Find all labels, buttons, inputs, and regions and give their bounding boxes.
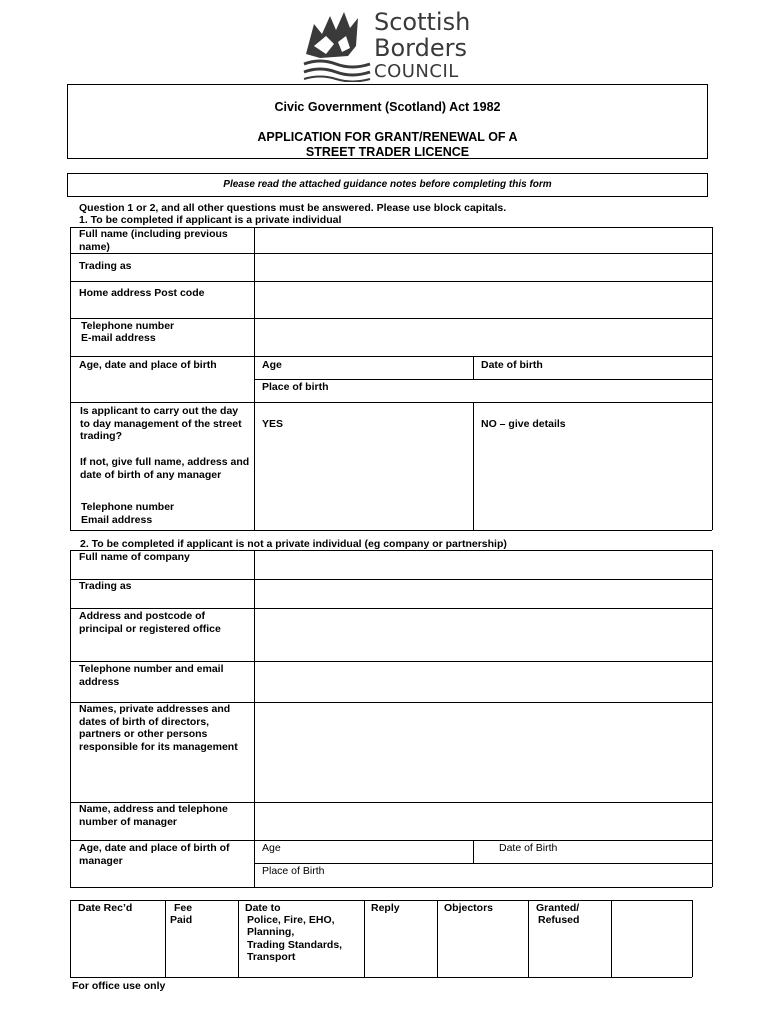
council-logo [300,6,490,82]
form-title-line2: STREET TRADER LICENCE [305,145,470,159]
section1-heading: 1. To be completed if applicant is a private individual [79,214,342,226]
manager-age-cell[interactable]: Age [262,842,281,854]
company-name-label: Full name of company [79,551,190,563]
logo-line3: COUNCIL [374,61,459,82]
directors-label: Names, private addresses and dates of birth of directors, partners or other persons responsible for its management [79,703,238,753]
office-use-footer: For office use only [72,980,166,992]
fee-header: Fee [174,902,193,914]
reply-header: Reply [371,902,400,914]
trading-as-field[interactable] [255,254,711,281]
form-title-line1: APPLICATION FOR GRANT/RENEWAL OF A [257,130,518,144]
company-trading-as-field[interactable] [255,580,711,608]
no-option[interactable]: NO – give details [481,418,566,430]
refused-header: Refused [538,914,580,926]
date-to-item-1: Police, Fire, EHO, [247,914,335,926]
granted-header: Granted/ [536,902,580,914]
office-address-label: Address and postcode of principal or registered office [79,610,221,635]
trading-as-label: Trading as [79,260,132,272]
manager-age-label: Age, date and place of birth of manager [79,842,230,867]
section2-heading: 2. To be completed if applicant is not a private individual (eg company or partnership) [80,538,507,550]
date-to-header: Date to [245,902,281,914]
home-address-field[interactable] [255,282,711,318]
manager-details-field[interactable] [255,803,711,840]
age-birth-label: Age, date and place of birth [79,359,217,371]
telephone2-label: Telephone number [81,501,175,513]
company-trading-as-label: Trading as [79,580,132,592]
manager-dob-cell[interactable]: Date of Birth [499,842,558,854]
directors-field[interactable] [255,703,711,802]
manager-question: If not, give full name, address and date of birth of any manager [80,456,250,481]
telephone-email-field[interactable] [255,319,711,356]
management-question: Is applicant to carry out the day to day management of the street trading? [80,405,242,442]
title-box [67,84,708,159]
act-title: Civic Government (Scotland) Act 1982 [274,100,501,114]
pob-label[interactable]: Place of birth [262,381,329,393]
full-name-label: Full name (including previous name) [79,228,228,253]
date-to-item-4: Transport [247,951,296,963]
full-name-field[interactable] [255,228,711,253]
email-label: E-mail address [81,332,156,344]
home-address-label: Home address Post code [79,287,205,299]
age-label[interactable]: Age [262,359,282,371]
company-telephone-label: Telephone number and email address [79,663,224,688]
guidance-notice: Please read the attached guidance notes before completing this form [67,173,708,197]
office-address-field[interactable] [255,609,711,661]
manager-details-label: Name, address and telephone number of manager [79,803,228,828]
telephone-label: Telephone number [81,320,175,332]
thistle-crest-icon [300,6,372,82]
logo-line2: Borders [374,34,467,62]
email2-label: Email address [81,514,153,526]
date-to-item-3: Trading Standards, [247,939,343,951]
instructions-line: Question 1 or 2, and all other questions must be answered. Please use block capitals. [79,202,507,214]
manager-pob-cell[interactable]: Place of Birth [262,865,325,877]
objectors-header: Objectors [444,902,494,914]
logo-line1: Scottish [374,8,471,36]
date-to-item-2: Planning, [247,926,295,938]
yes-option[interactable]: YES [262,418,284,430]
dob-label[interactable]: Date of birth [481,359,543,371]
paid-header: Paid [170,914,193,926]
company-telephone-field[interactable] [255,662,711,702]
date-recd-header: Date Rec’d [78,902,133,914]
company-name-field[interactable] [255,551,711,579]
